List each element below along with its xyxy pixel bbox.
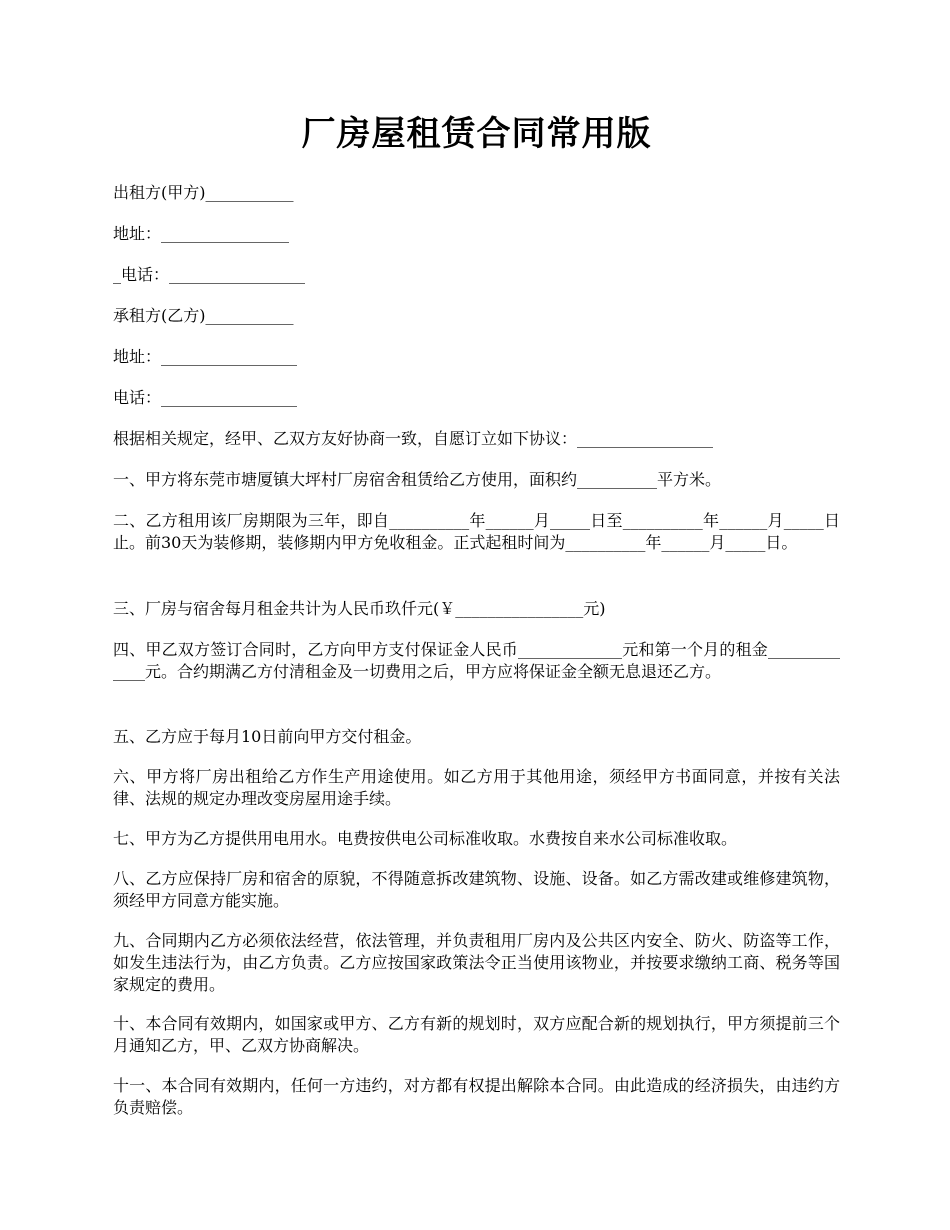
clause-11: 十一、本合同有效期内，任何一方违约，对方都有权提出解除本合同。由此造成的经济损失，由违约方负责赔偿。 — [113, 1076, 840, 1117]
clause-2: 二、乙方租用该厂房期限为三年，即自__________年______月_____日至__________年______月_____日止。前30天为装修期，装修期内甲方免收租金。正式起租时间为__________年______月_____日。 — [113, 511, 840, 552]
document-title: 厂房屋租赁合同常用版 — [301, 114, 652, 154]
clause-10: 十、本合同有效期内，如国家或甲方、乙方有新的规划时，双方应配合新的规划执行，甲方须提前三个月通知乙方，甲、乙双方协商解决。 — [113, 1014, 840, 1055]
clause-3: 三、厂房与宿舍每月租金共计为人民币玖仟元(￥________________元) — [113, 599, 606, 618]
lessee-phone-line: 电话：_________________ — [113, 388, 298, 407]
clause-5: 五、乙方应于每月10日前向甲方交付租金。 — [113, 727, 422, 746]
lessee-address-line: 地址：_________________ — [113, 347, 298, 366]
clause-9: 九、合同期内乙方必须依法经营，依法管理，并负责租用厂房内及公共区内安全、防火、防盗等工作，如发生违法行为，由乙方负责。乙方应按国家政策法令正当使用该物业，并按要求缴纳工商、税务等国家规定的费用。 — [113, 931, 840, 994]
lessor-phone-line: _电话：_________________ — [113, 265, 306, 284]
lessor-address-line: 地址：________________ — [113, 224, 290, 243]
lessee-line: 承租方(乙方)___________ — [113, 306, 294, 325]
clause-6: 六、甲方将厂房出租给乙方作生产用途使用。如乙方用于其他用途，须经甲方书面同意，并按有关法律、法规的规定办理改变房屋用途手续。 — [113, 767, 840, 808]
preamble-paragraph: 根据相关规定，经甲、乙双方友好协商一致，自愿订立如下协议：_________________ — [113, 429, 714, 448]
clause-1: 一、甲方将东莞市塘厦镇大坪村厂房宿舍租赁给乙方使用，面积约__________平方米。 — [113, 470, 722, 489]
clause-4: 四、甲乙双方签订合同时，乙方向甲方支付保证金人民币_____________元和第一个月的租金_____________元。合约期满乙方付清租金及一切费用之后，甲方应将保证金全额无息退还乙方。 — [113, 640, 840, 681]
clause-7: 七、甲方为乙方提供用电用水。电费按供电公司标准收取。水费按自来水公司标准收取。 — [113, 829, 738, 848]
clause-8: 八、乙方应保持厂房和宿舍的原貌，不得随意拆改建筑物、设施、设备。如乙方需改建或维修建筑物，须经甲方同意方能实施。 — [113, 869, 840, 910]
lessor-line: 出租方(甲方)___________ — [113, 183, 294, 202]
